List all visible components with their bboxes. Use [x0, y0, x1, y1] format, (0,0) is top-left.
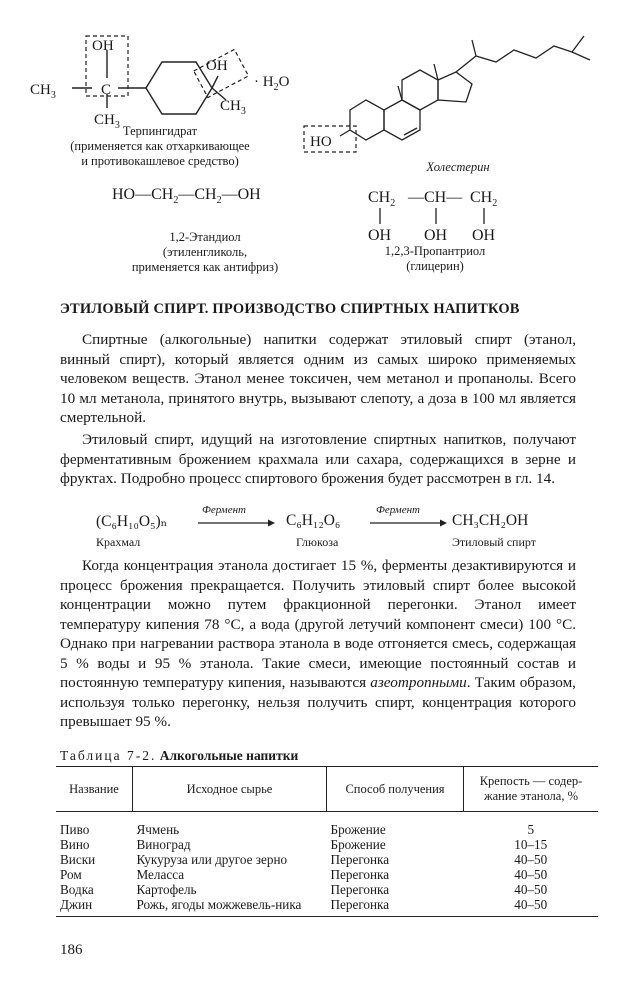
paragraph-1: Спиртные (алкогольные) напитки содержат этиловый спирт (этанол, винный спирт), который является одним из самых широко применяемых человеком веществ. Этанол менее токсичен, чем метанол и пропанолы. Всего 10 мл метанола, принятого внутрь, вызывают слепоту, а доза в 100 мл является смертельной.	[60, 331, 576, 426]
reaction-glucose: C₆H₁₂O₆	[286, 512, 341, 529]
table-number: Таблица 7-2.	[60, 748, 157, 763]
reaction-ethanol-label: Этиловый спирт	[452, 535, 536, 549]
term-azeotropic: азеотропными	[370, 674, 467, 691]
table-title	[60, 748, 298, 764]
glycerol-top-1: $CH_2$	[368, 189, 396, 209]
table-cell: Ром	[60, 867, 82, 882]
table-cell: Джин	[56, 897, 133, 917]
glycerol-caption	[360, 244, 510, 274]
ethanediol-caption-line: применяется как антифриз)	[131, 260, 279, 274]
table-header: Название	[56, 767, 133, 812]
terpin-ch3-ring: $CH_3$	[220, 98, 246, 117]
reaction-enzyme-1: Фермент	[202, 504, 246, 516]
table-cell: Брожение	[330, 837, 386, 852]
paragraph-3-text: Когда концентрация этанола достигает 15 %, ферменты дезактивируются и процесс брожения прекращается. Получить этиловый спирт более высокой концентрации можно путем фракционной перегонки. Этанол имеет температуру кипения 78 °C, а вода (другой летучий компонент смеси) 100 °C. Однако при нагревании раствора этанола в воде отгоняется смесь, содержащая 5 % воды и 95 % этанола. Такие смеси, имеющие постоянный состав и постоянную температуру кипения, называются	[60, 557, 576, 691]
table-cell: 40–50	[514, 867, 548, 882]
paragraph-2: Этиловый спирт, идущий на изготовление спиртных напитков, получают ферментативным брожением крахмала или сахара, содержащихся в зерне и фруктах. Подробно процесс спиртового брожения будет рассмотрен в гл. 14.	[60, 431, 576, 487]
terpin-caption	[30, 124, 290, 169]
table-cell: 10–15	[514, 837, 548, 852]
reaction-ethanol: CH₃CH₂OH	[452, 512, 529, 529]
glycerol-oh-2: OH	[424, 227, 448, 244]
cholesterol-ho: HO	[310, 134, 332, 150]
table-cell: Брожение	[330, 822, 386, 837]
terpin-oh-top: OH	[92, 38, 114, 54]
ethanediol-caption-line: 1,2-Этандиол	[169, 230, 241, 244]
table-header: Крепость — содер-жание этанола, %	[464, 767, 599, 812]
terpin-ch3-bottom: $CH_3$	[94, 112, 120, 131]
table-row	[56, 812, 598, 838]
terpin-caption-line: и противокашлевое средство)	[81, 154, 239, 168]
terpin-ch3-left: $CH_3$	[30, 82, 56, 101]
terpin-oh-ring: OH	[206, 58, 228, 74]
terpin-water: · $H_2O$	[254, 74, 290, 93]
table-cell: Виски	[60, 852, 96, 867]
table-row	[56, 837, 598, 852]
terpin-c: C	[101, 82, 112, 98]
table-cell: Вино	[60, 837, 90, 852]
table-cell: Меласса	[136, 867, 185, 882]
table-cell: Перегонка	[330, 852, 390, 867]
table-cell: Рожь, ягоды можжевель-ника	[133, 897, 327, 917]
glycerol-oh-3: OH	[472, 227, 496, 244]
reaction-glucose-label: Глюкоза	[296, 535, 339, 549]
glycerol-top-2: —CH—	[408, 189, 463, 206]
ethanediol-formula: $HO—CH_2—CH_2—OH$	[112, 186, 261, 207]
table-row	[56, 852, 598, 867]
table-header-row	[56, 767, 598, 812]
table-cell: Водка	[60, 882, 94, 897]
table-row	[56, 867, 598, 882]
section-heading: ЭТИЛОВЫЙ СПИРТ. ПРОИЗВОДСТВО СПИРТНЫХ НАПИТКОВ	[60, 301, 520, 317]
table-cell: 5	[527, 822, 535, 837]
terpin-caption-line: (применяется как отхаркивающее	[70, 139, 250, 153]
table-cell: 40–50	[514, 882, 548, 897]
paragraph-3	[60, 556, 576, 732]
table-cell: Ячмень	[136, 822, 180, 837]
table-header: Способ получения	[327, 767, 464, 812]
reaction-arrow-2	[368, 518, 448, 528]
table-cell: Картофель	[136, 882, 197, 897]
glycerol-caption-line: (глицерин)	[406, 259, 464, 273]
reaction-starch: (C₆H₁₀O₅)ₙ	[96, 513, 168, 530]
ethanediol-part: HO—CH	[112, 186, 174, 203]
ethanediol-part: —CH	[178, 186, 217, 203]
reaction-enzyme-2: Фермент	[376, 504, 420, 516]
table-cell: 40–50	[514, 852, 548, 867]
terpin-caption-line: Терпингидрат	[122, 124, 198, 138]
table-row	[56, 897, 598, 917]
table-cell: Кукуруза или другое зерно	[136, 852, 288, 867]
glycerol-oh-1: OH	[368, 227, 392, 244]
table-cell: Перегонка	[327, 897, 464, 917]
table-cell: Пиво	[60, 822, 90, 837]
ethanediol-part: —OH	[221, 186, 261, 203]
table-cell: Перегонка	[330, 867, 390, 882]
reaction-arrow-1	[196, 518, 276, 528]
glycerol-top-3: $CH_2$	[470, 189, 498, 209]
table-cell: 40–50	[464, 897, 599, 917]
table-name: Алкогольные напитки	[159, 748, 299, 763]
ethanediol-caption	[80, 230, 330, 275]
table-row	[56, 882, 598, 897]
cholesterol-structure	[300, 22, 605, 162]
page-number: 186	[60, 942, 83, 958]
glycerol-structure	[364, 186, 514, 246]
beverages-table	[56, 766, 598, 917]
ethanediol-caption-line: (этиленгликоль,	[162, 245, 248, 259]
table-cell: Виноград	[136, 837, 191, 852]
reaction-starch-label: Крахмал	[96, 535, 141, 549]
table-header: Исходное сырье	[133, 767, 327, 812]
glycerol-caption-line: 1,2,3-Пропантриол	[384, 244, 486, 258]
cholesterol-caption: Холестерин	[426, 160, 490, 174]
table-cell: Перегонка	[330, 882, 390, 897]
paragraph-3-text: . Таким образом, используя только перегонку, нельзя получить спирт, концентрация которого превышает 95 %.	[60, 674, 576, 730]
